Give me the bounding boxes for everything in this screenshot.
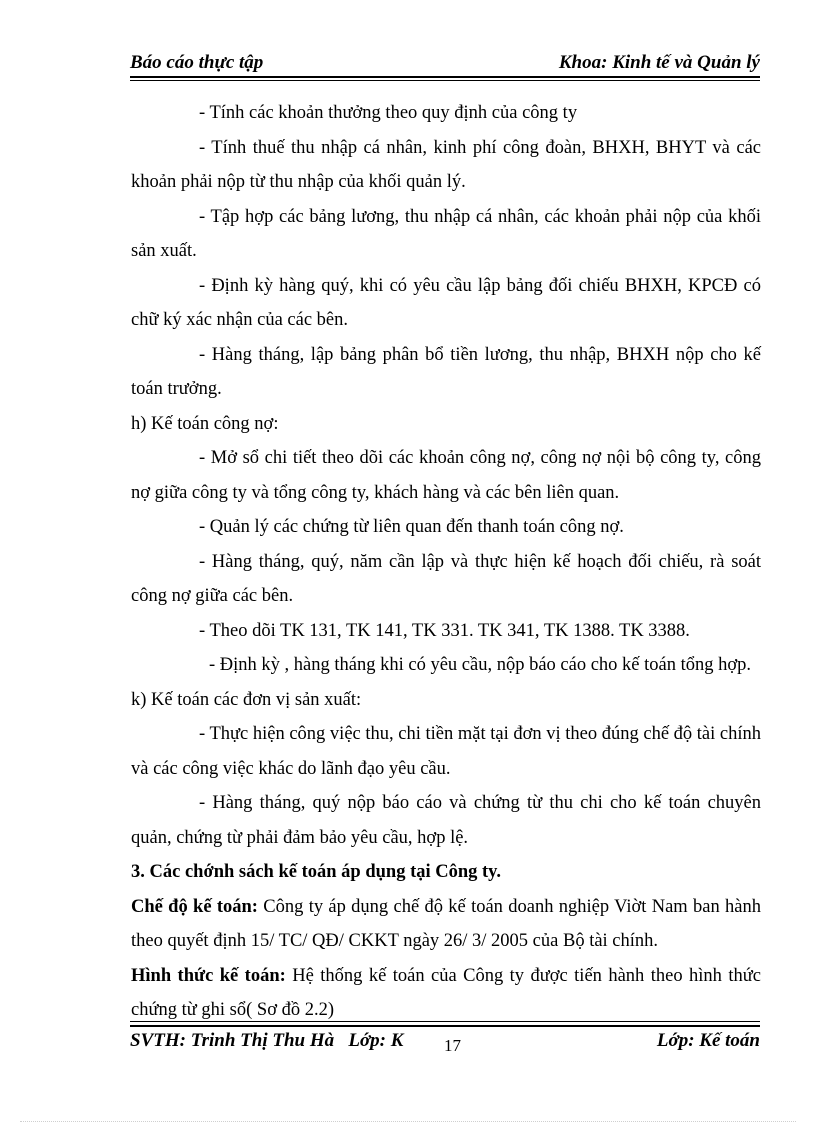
section-heading-policies: 3. Các chớnh sách kế toán áp dụng tại Công ty.: [131, 862, 502, 882]
paragraph-income-tax: - Tính thuế thu nhập cá nhân, kinh phí công đoàn, BHXH, BHYT và các khoản phải nộp từ thu nhập của khối quản lý.: [131, 137, 761, 192]
paragraph-accounting-regime: [131, 890, 761, 959]
paragraph-accounts: - Theo dõi TK 131, TK 141, TK 331. TK 341, TK 1388. TK 3388.: [199, 620, 690, 641]
page-header: [130, 52, 760, 76]
header-report-title: Báo cáo thực tập: [130, 52, 264, 73]
document-body: [131, 96, 761, 1028]
paragraph-debt-reconcile: - Hàng tháng, quý, năm cần lập và thực hiện kế hoạch đối chiếu, rà soát công nợ giữa các bên.: [131, 551, 761, 606]
paragraph-bonus: - Tính các khoản thưởng theo quy định của công ty: [199, 103, 578, 123]
paragraph-monthly-report: - Hàng tháng, quý nộp báo cáo và chứng từ thu chi cho kế toán chuyên quản, chứng từ phải đảm bảo yêu cầu, hợp lệ.: [131, 793, 761, 848]
heading-receivables: h) Kế toán công nợ:: [131, 413, 279, 434]
footer-rule-thin: [130, 1021, 760, 1022]
page-bottom-edge: [20, 1121, 796, 1122]
footer-class: Lớp: Kế toán: [656, 1030, 760, 1051]
paragraph-debt-ledger: - Mở sổ chi tiết theo dõi các khoản công nợ, công nợ nội bộ công ty, công nợ giữa công ty và tổng công ty, khách hàng và các bên liên quan.: [131, 448, 761, 503]
form-text: Hệ thống kế toán của Công ty được tiến hành theo hình thức chứng từ ghi sổ( Sơ đồ 2.2): [131, 965, 761, 1020]
header-rule: [130, 76, 760, 78]
paragraph-quarterly-reconcile: - Định kỳ hàng quý, khi có yêu cầu lập bảng đối chiếu BHXH, KPCĐ có chữ ký xác nhận của các bên.: [131, 275, 761, 330]
paragraph-periodic-report: - Định kỳ , hàng tháng khi có yêu cầu, nộp báo cáo cho kế toán tổng hợp.: [209, 655, 752, 675]
paragraph-cash: - Thực hiện công việc thu, chi tiền mặt tại đơn vị theo đúng chế độ tài chính và các công việc khác do lãnh đạo yêu cầu.: [131, 724, 761, 779]
page-footer: [130, 1030, 760, 1056]
regime-text: Công ty áp dụng chế độ kế toán doanh nghiệp Viờt Nam ban hành theo quyết định 15/ TC/ QĐ/ CKKT ngày 26/ 3/ 2005 của Bộ tài chính.: [131, 896, 761, 951]
footer-rule: [130, 1025, 760, 1027]
footer-student: SVTH: Trinh Thị Thu Hà Lớp: K: [130, 1030, 404, 1051]
form-label: Hình thức kế toán:: [131, 965, 286, 986]
regime-label: Chế độ kế toán:: [131, 896, 258, 917]
header-faculty: Khoa: Kinh tế và Quản lý: [558, 52, 760, 73]
header-rule-thin: [130, 80, 760, 81]
paragraph-salary-allocation: - Hàng tháng, lập bảng phân bổ tiền lương, thu nhập, BHXH nộp cho kế toán trưởng.: [131, 344, 761, 399]
page-number: 17: [444, 1036, 461, 1055]
paragraph-accounting-form: [131, 959, 761, 1028]
paragraph-debt-documents: - Quản lý các chứng từ liên quan đến thanh toán công nợ.: [199, 517, 624, 537]
heading-production-units: k) Kế toán các đơn vị sản xuất:: [131, 689, 362, 710]
paragraph-payroll: - Tập hợp các bảng lương, thu nhập cá nhân, các khoản phải nộp của khối sản xuất.: [131, 206, 761, 261]
